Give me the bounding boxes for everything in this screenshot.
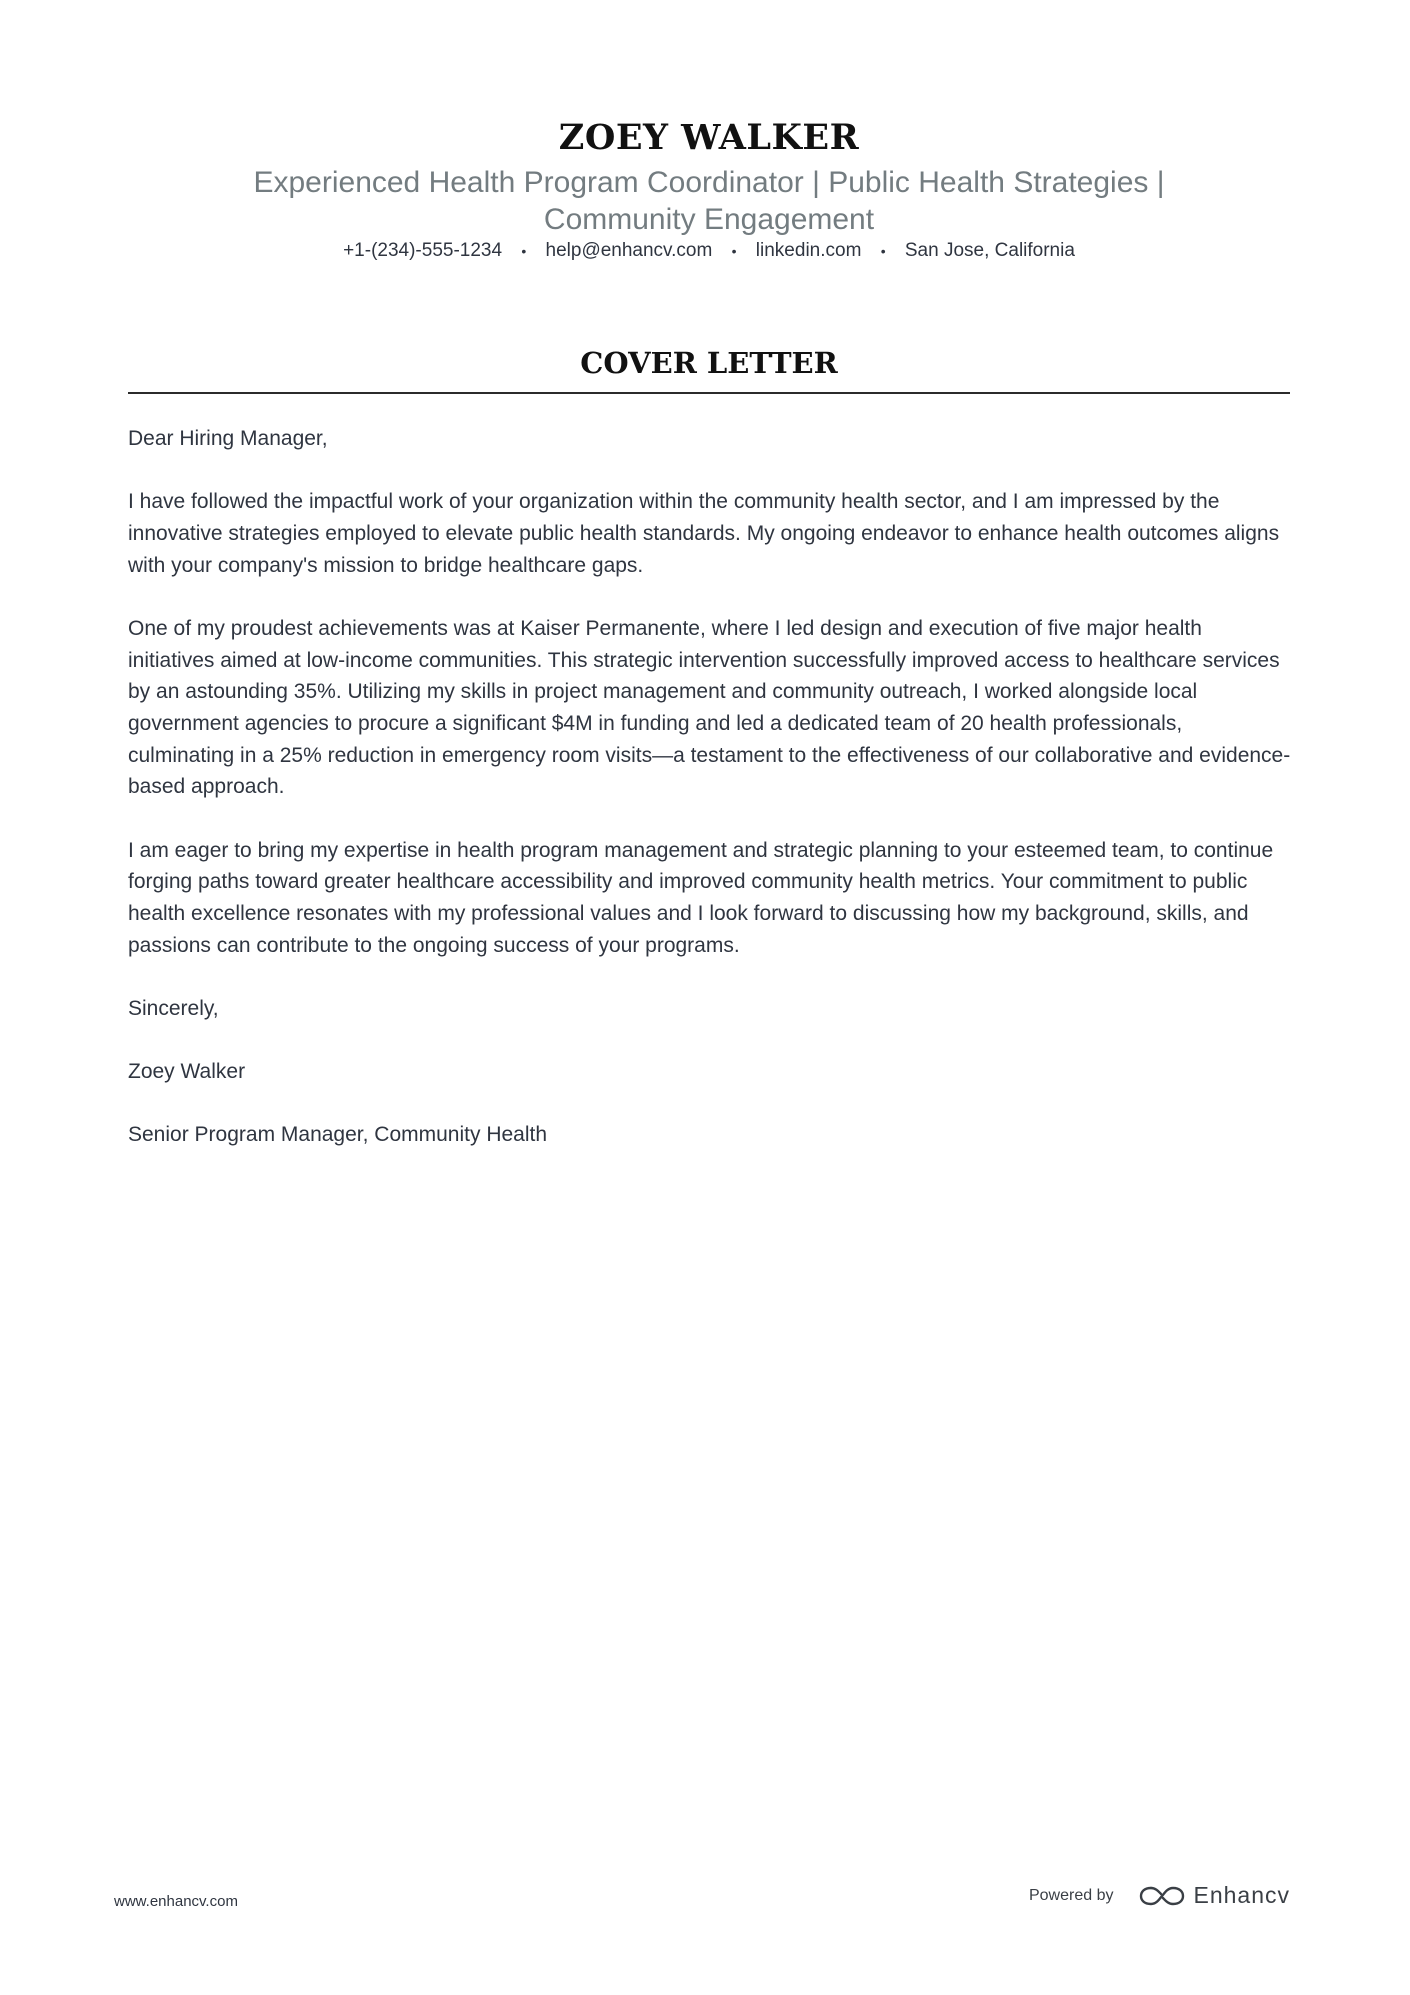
location: San Jose, California xyxy=(904,240,1075,262)
candidate-name: ZOEY WALKER xyxy=(558,117,860,158)
enhancv-infinity-icon xyxy=(1139,1885,1185,1907)
signature-name: Zoey Walker xyxy=(128,1060,246,1084)
contact-info xyxy=(128,238,1290,264)
letter-body xyxy=(128,423,1293,1182)
footer-website-link[interactable]: www.enhancv.com xyxy=(114,1893,238,1910)
closing: Sincerely, xyxy=(128,996,219,1020)
salutation: Dear Hiring Manager, xyxy=(128,427,328,450)
letter-paragraph: I have followed the impactful work of your organization within the community health sector, and I am impressed by the innovative strategies employed to elevate public health standards. My ongoing endeavor to enhance health outcomes aligns with your company's mission to bridge healthcare gaps. xyxy=(128,490,1280,577)
contact-separator: • xyxy=(731,243,737,259)
section-divider xyxy=(128,392,1290,394)
phone: +1-(234)-555-1234 xyxy=(343,240,503,262)
brand-name: Enhancv xyxy=(1193,1882,1290,1908)
letter-paragraph: One of my proudest achievements was at Kaiser Permanente, where I led design and execution of five major health initiatives aimed at low-income communities. This strategic intervention successfully improved access to healthcare services by an astounding 35%. Utilizing my skills in project management and community outreach, I worked alongside local government agencies to procure a significant $4M in funding and led a dedicated team of 20 health professionals, culminating in a 25% reduction in emergency room visits—a testament to the effectiveness of our collaborative and evidence-based approach. xyxy=(128,616,1291,799)
letter-paragraph: I am eager to bring my expertise in health program management and strategic planning to your esteemed team, to continue forging paths toward greater healthcare accessibility and improved community health metrics. Your commitment to public health excellence resonates with my professional values and I look forward to discussing how my background, skills, and passions can contribute to the ongoing success of your programs. xyxy=(128,838,1274,957)
signature-title: Senior Program Manager, Community Health xyxy=(128,1123,548,1147)
linkedin-link[interactable]: linkedin.com xyxy=(755,240,862,262)
footer-branding xyxy=(1029,1882,1290,1909)
contact-separator: • xyxy=(521,243,527,259)
headline: Experienced Health Program Coordinator | Public Health Strategies | Community Engagement xyxy=(253,166,1165,236)
section-title: COVER LETTER xyxy=(580,346,838,380)
email-link[interactable]: help@enhancv.com xyxy=(545,240,713,262)
header xyxy=(128,112,1290,264)
enhancv-logo[interactable] xyxy=(1139,1882,1290,1909)
contact-separator: • xyxy=(880,243,886,259)
powered-by-label: Powered by xyxy=(1028,1886,1114,1904)
